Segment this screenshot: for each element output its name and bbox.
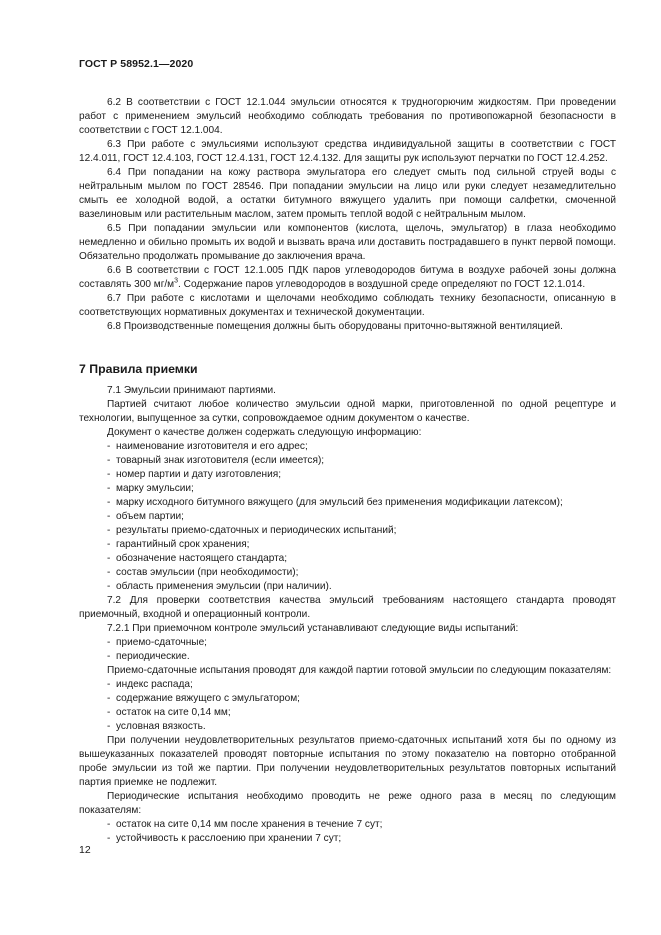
paragraph-acceptance-tests: Приемо-сдаточные испытания проводят для каждой партии готовой эмульсии по следующим показателям: (107, 665, 612, 676)
list-item: - приемо-сдаточные; (107, 637, 207, 648)
list-item: - объем партии; (107, 511, 184, 522)
paragraph-retest: При получении неудовлетворительных результатов приемо-сдаточных испытаний хотя бы по одному из вышеуказанных показателей проводят повторные испытания по этому показателю на повторно отобранной пробе эмульсии из той же партии. При получении неудовлетворительных результатов повторных испытаний партия приемке не подлежит. (79, 735, 616, 788)
list-item: - условная вязкость. (107, 721, 206, 732)
superscript-3: 3 (174, 277, 179, 285)
paragraph-7-1-doc: Документ о качестве должен содержать следующую информацию: (107, 427, 422, 438)
list-item: - периодические. (107, 651, 190, 662)
list-item: - товарный знак изготовителя (если имеется); (107, 455, 325, 466)
list-item: - область применения эмульсии (при наличии). (107, 581, 332, 592)
paragraph-7-1: 7.1 Эмульсии принимают партиями. (107, 385, 276, 396)
paragraph-7-2-1: 7.2.1 При приемочном контроле эмульсий устанавливают следующие виды испытаний: (107, 623, 519, 634)
paragraph-6-5: 6.5 При попадании эмульсии или компонентов (кислота, щелочь, эмульгатор) в глаза необходимо немедленно и обильно промыть их водой и вызвать врача или доставить пострадавшего в пункт первой помощи. Обязательно продолжать промывание до заключения врача. (79, 223, 616, 262)
paragraph-6-3: 6.3 При работе с эмульсиями используют средства индивидуальной защиты в соответствии с ГОСТ 12.4.011, ГОСТ 12.4.103, ГОСТ 12.4.131, ГОСТ 12.4.132. Для защиты рук используют перчатки по ГОСТ 12.4.252. (79, 139, 616, 164)
paragraph-6-4: 6.4 При попадании на кожу раствора эмульгатора его следует смыть под сильной струей воды с нейтральным мылом по ГОСТ 28546. При попадании эмульсии на лицо или руки следует незамедлительно смыть ее холодной водой, а остатки битумного вяжущего удалить при помощи салфетки, смоченной вазелиновым или растительным маслом, затем промыть теплой водой с нейтральным мылом. (79, 167, 616, 220)
list-item: - индекс распада; (107, 679, 193, 690)
list-item: - содержание вяжущего с эмульгатором; (107, 693, 300, 704)
list-item: - обозначение настоящего стандарта; (107, 553, 288, 564)
paragraph-6-6-text: 6.6 В соответствии с ГОСТ 12.1.005 ПДК паров углеводородов битума в воздухе рабочей зоны должна составлять 300 мг/м (79, 265, 616, 290)
list-item: - марку исходного битумного вяжущего (для эмульсий без применения модификации латексом); (107, 497, 563, 508)
list-item: - остаток на сите 0,14 мм после хранения в течение 7 сут; (107, 819, 383, 830)
list-item: - гарантийный срок хранения; (107, 539, 250, 550)
section-7-heading: 7 Правила приемки (79, 362, 198, 376)
paragraph-6-6-text-cont: . Содержание паров углеводородов в воздушной среде определяют по ГОСТ 12.1.014. (178, 279, 586, 290)
test-types-list (79, 636, 616, 664)
paragraph-6-8: 6.8 Производственные помещения должны быть оборудованы приточно-вытяжной вентиляцией. (107, 321, 563, 332)
paragraph-periodic: Периодические испытания необходимо проводить не реже одного раза в месяц по следующим показателям: (79, 791, 616, 816)
acceptance-list (79, 678, 616, 734)
list-item: - номер партии и дату изготовления; (107, 469, 282, 480)
list-item: - остаток на сите 0,14 мм; (107, 707, 231, 718)
paragraph-6-6 (79, 264, 616, 292)
page-number: 12 (79, 844, 91, 856)
paragraph-7-1-lot: Партией считают любое количество эмульсии одной марки, приготовленной по одной рецептуре и технологии, выпущенное за сутки, сопровождаемое одним документом о качестве. (79, 399, 616, 424)
paragraph-6-7: 6.7 При работе с кислотами и щелочами необходимо соблюдать технику безопасности, описанную в соответствующих нормативных документах и технической документации. (79, 293, 616, 318)
section-6-body (79, 96, 616, 334)
doc-info-list (79, 440, 616, 594)
section-7-body (79, 384, 616, 846)
paragraph-7-2: 7.2 Для проверки соответствия качества эмульсий требованиям настоящего стандарта проводят приемочный, входной и операционный контроли. (79, 595, 616, 620)
list-item: - наименование изготовителя и его адрес; (107, 441, 308, 452)
periodic-list (79, 818, 616, 846)
list-item: - состав эмульсии (при необходимости); (107, 567, 299, 578)
list-item: - результаты приемо-сдаточных и периодических испытаний; (107, 525, 397, 536)
list-item: - устойчивость к расслоению при хранении 7 сут; (107, 833, 342, 844)
paragraph-6-2: 6.2 В соответствии с ГОСТ 12.1.044 эмульсии относятся к трудногорючим жидкостям. При проведении работ с применением эмульсий необходимо соблюдать требования по противопожарной безопасности в соответствии с ГОСТ 12.1.004. (79, 97, 616, 136)
list-item: - марку эмульсии; (107, 483, 194, 494)
document-header: ГОСТ Р 58952.1—2020 (79, 58, 194, 70)
